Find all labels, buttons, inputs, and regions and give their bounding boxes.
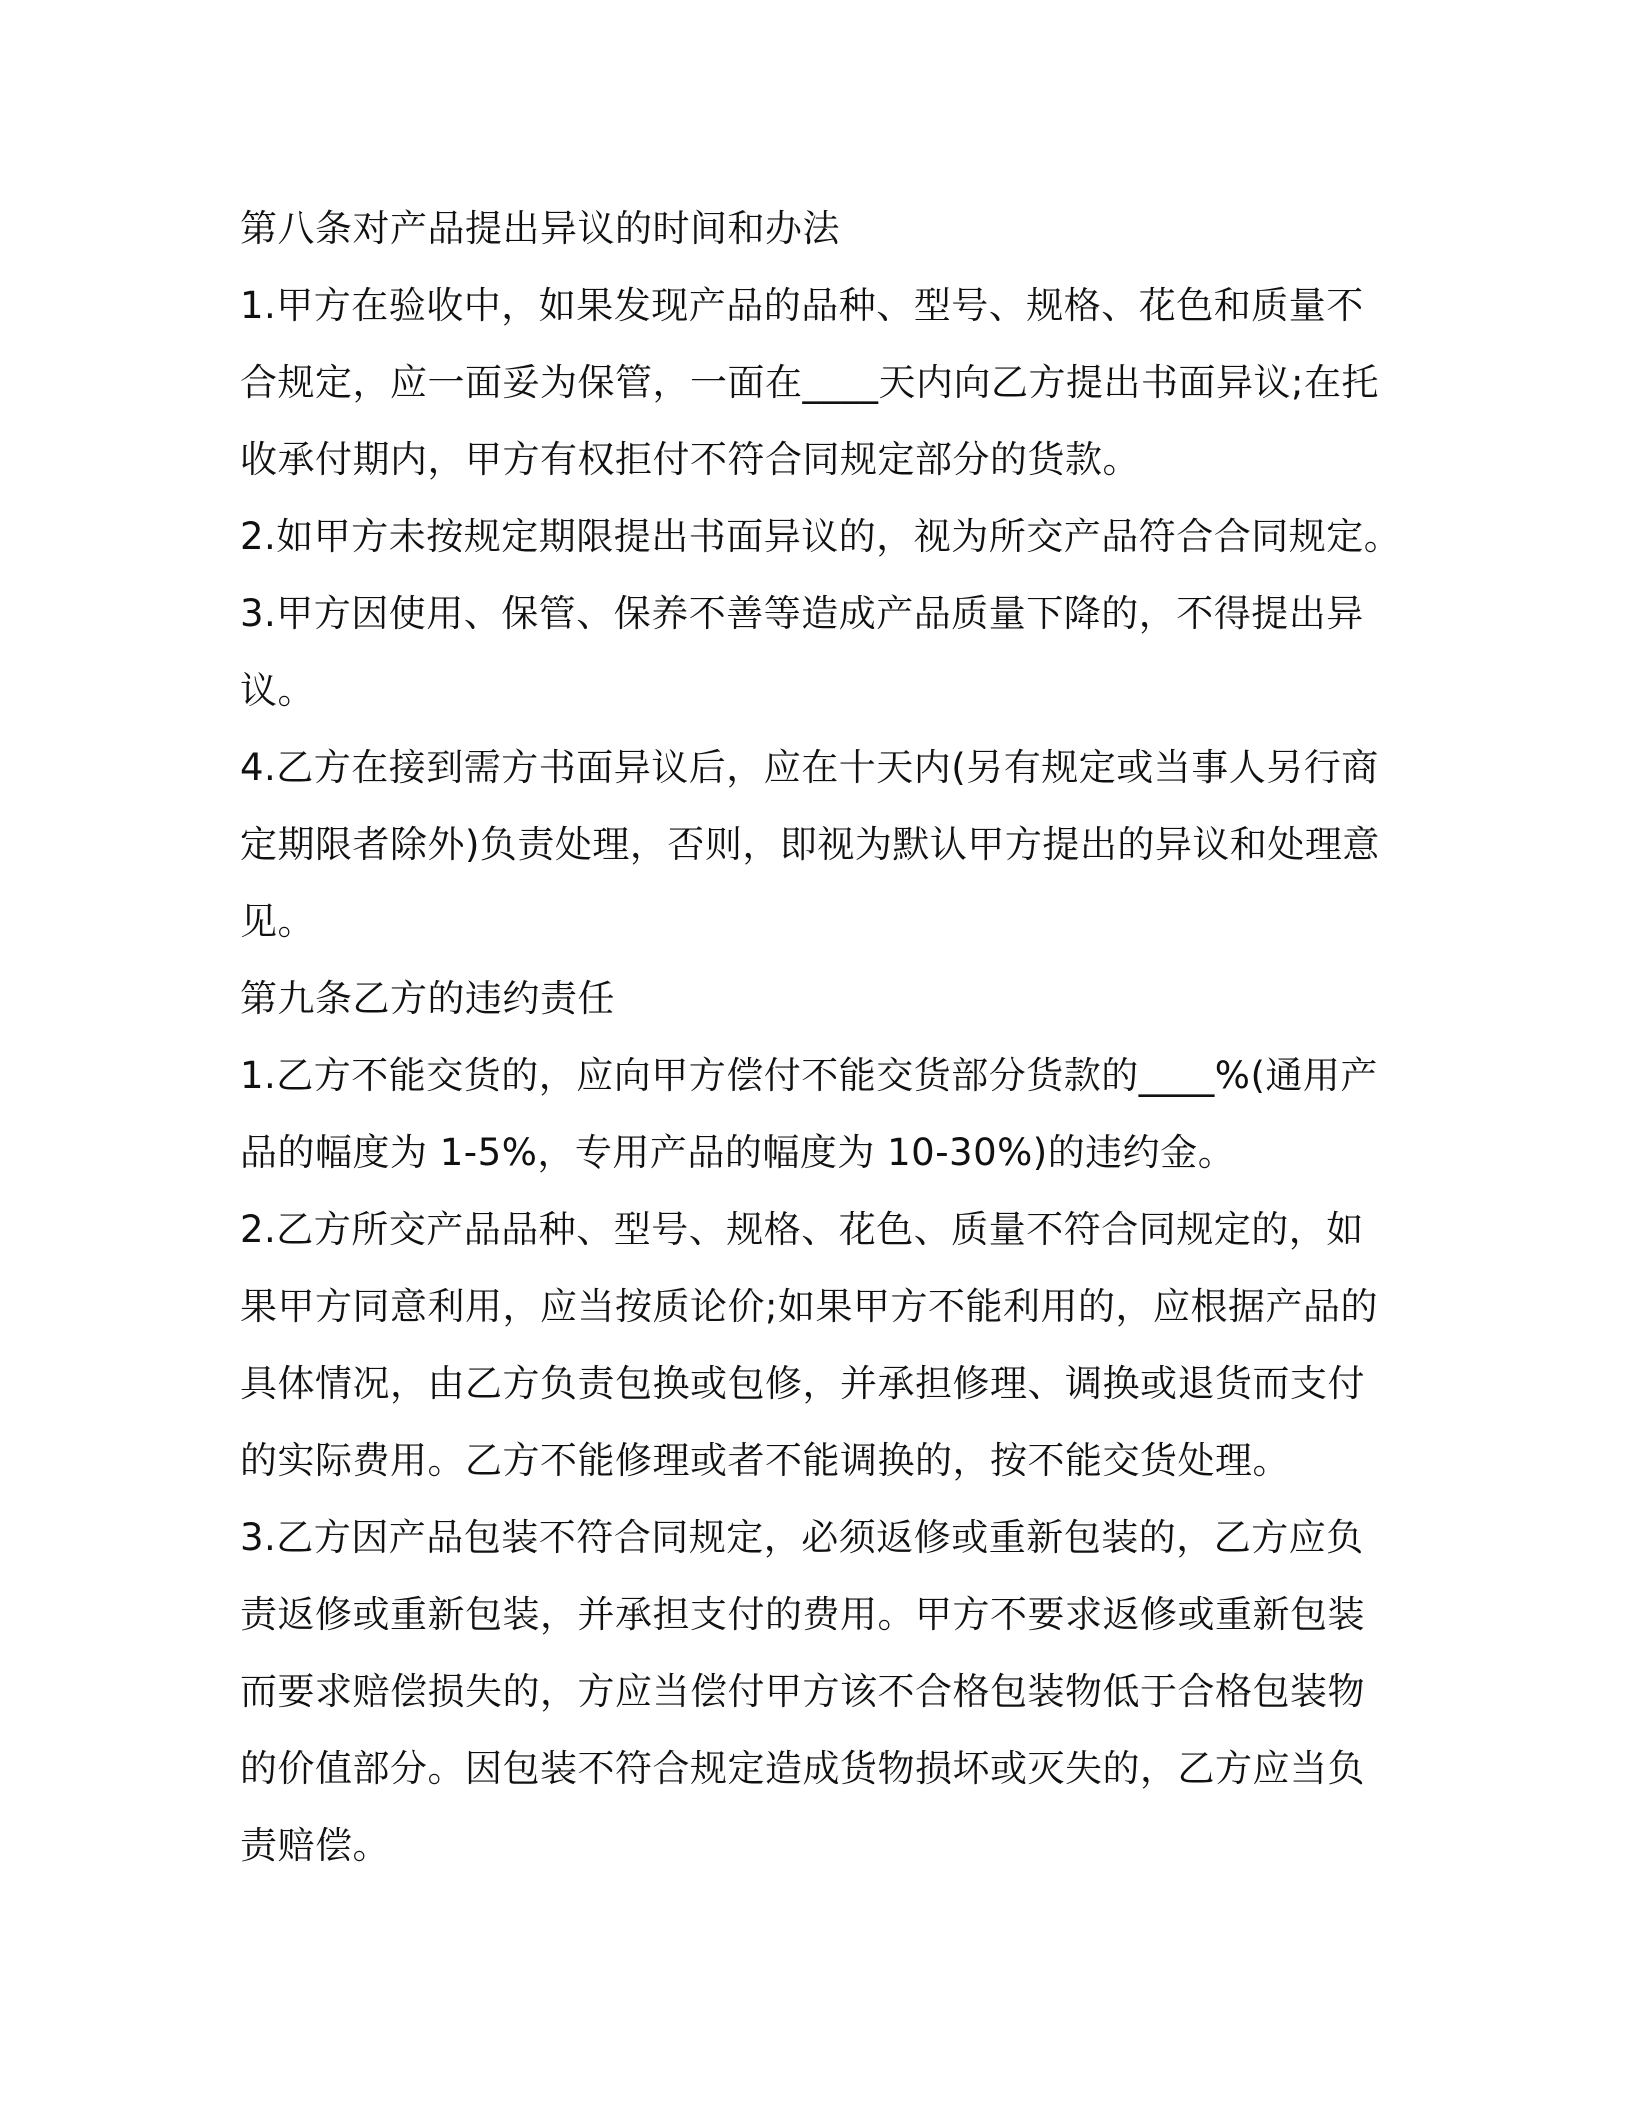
text-line: 而要求赔偿损失的，方应当偿付甲方该不合格包装物低于合格包装物 xyxy=(240,1670,1365,1713)
text-line: 议。 xyxy=(240,669,315,712)
text-line: 1.甲方在验收中，如果发现产品的品种、型号、规格、花色和质量不 xyxy=(240,284,1364,327)
text-line: 4.乙方在接到需方书面异议后，应在十天内(另有规定或当事人另行商 xyxy=(240,746,1379,789)
text-line: 见。 xyxy=(240,900,315,943)
text-line: 2.乙方所交产品品种、型号、规格、花色、质量不符合同规定的，如 xyxy=(240,1208,1364,1251)
text-line: 具体情况，由乙方负责包换或包修，并承担修理、调换或退货而支付 xyxy=(240,1362,1365,1405)
text-line: 2.如甲方未按规定期限提出书面异议的，视为所交产品符合合同规定。 xyxy=(240,515,1402,558)
text-line: 责返修或重新包装，并承担支付的费用。甲方不要求返修或重新包装 xyxy=(240,1593,1365,1636)
text-line: 1.乙方不能交货的，应向甲方偿付不能交货部分货款的____%(通用产 xyxy=(240,1054,1378,1097)
text-line: 果甲方同意利用，应当按质论价;如果甲方不能利用的，应根据产品的 xyxy=(240,1285,1378,1328)
article-8-heading: 第八条对产品提出异议的时间和办法 xyxy=(240,207,840,250)
text-line: 责赔偿。 xyxy=(240,1824,390,1867)
text-line: 品的幅度为 1-5%，专用产品的幅度为 10-30%)的违约金。 xyxy=(240,1131,1236,1174)
text-line: 的价值部分。因包装不符合规定造成货物损坏或灭失的，乙方应当负 xyxy=(240,1747,1365,1790)
text-line: 定期限者除外)负责处理，否则，即视为默认甲方提出的异议和处理意 xyxy=(240,823,1380,866)
text-line: 收承付期内，甲方有权拒付不符合同规定部分的货款。 xyxy=(240,438,1140,481)
text-line: 3.乙方因产品包装不符合同规定，必须返修或重新包装的，乙方应负 xyxy=(240,1516,1364,1559)
text-line: 的实际费用。乙方不能修理或者不能调换的，按不能交货处理。 xyxy=(240,1439,1290,1482)
article-9-heading: 第九条乙方的违约责任 xyxy=(240,977,615,1020)
document-body xyxy=(240,190,1402,1884)
text-line: 3.甲方因使用、保管、保养不善等造成产品质量下降的，不得提出异 xyxy=(240,592,1364,635)
text-line: 合规定，应一面妥为保管，一面在____天内向乙方提出书面异议;在托 xyxy=(240,361,1379,404)
